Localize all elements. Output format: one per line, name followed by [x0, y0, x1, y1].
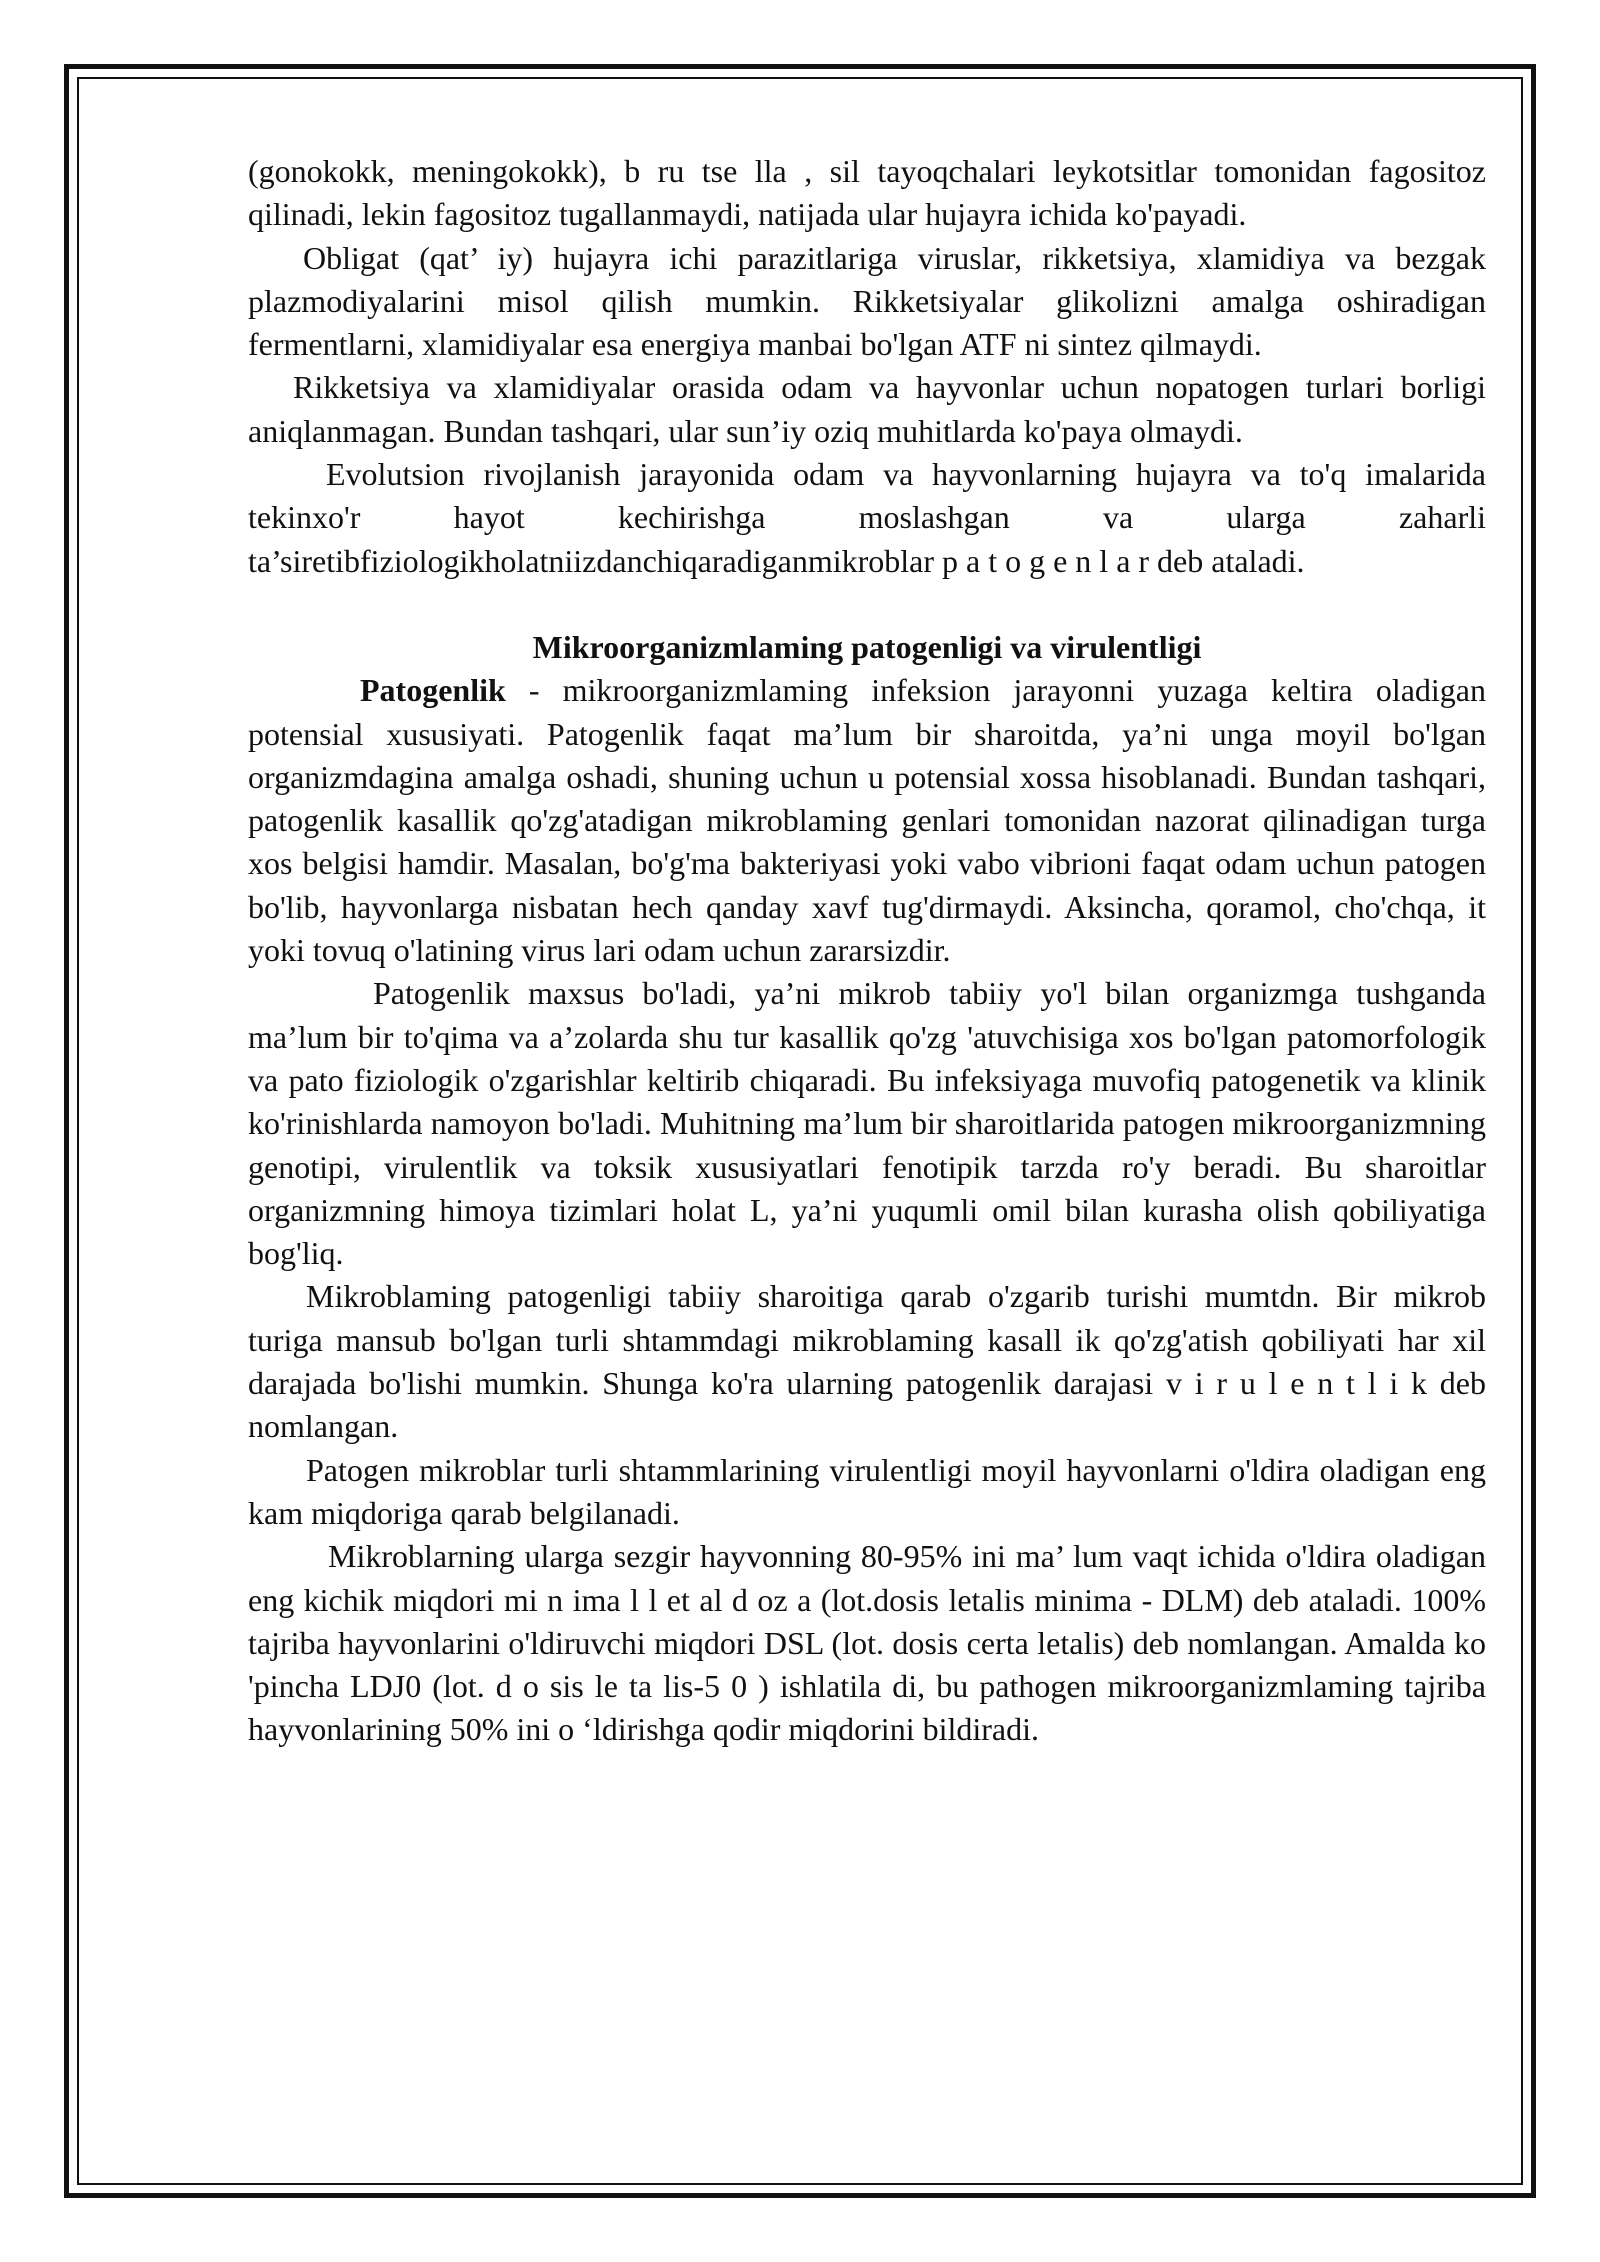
paragraph-3: Rikketsiya va xlamidiyalar orasida odam va hayvonlar uchun nopatogen turlari borligi aniqlanmagan. Bundan tashqari, ular sun’iy oziq muhitlarda ko'paya olmaydi.: [248, 369, 1486, 449]
paragraph-7: Mikroblaming patogenligi tabiiy sharoitiga qarab o'zgarib turishi mumtdn. Bir mikrob turiga mansub bo'lgan turli shtammdagi mikroblaming kasall ik qo'zg'atish qobiliyati har xil darajada bo'lishi mumkin. Shunga ko'ra ularning patogenlik darajasi v i r u l e n t l i k deb nomlangan.: [248, 1278, 1486, 1445]
paragraph-4: Evolutsion rivojlanish jarayonida odam va hayvonlarning hujayra va to'q imalarida tekinxo'r hayot kechirishga moslashgan va ularga zaharli ta’siretibfiziologikholatniizdanchiqaradiganmikroblar p a t o g e n l a r deb ataladi.: [248, 456, 1486, 579]
paragraph-6: Patogenlik maxsus bo'ladi, ya’ni mikrob tabiiy yo'l bilan organizmga tushganda ma’lum bir to'qima va a’zolarda shu tur kasallik qo'zg 'atuvchisiga xos bo'lgan patomorfologik va pato fiziologik o'zgarishlar keltirib chiqaradi. Bu infeksiyaga muvofiq patogenetik va klinik ko'rinishlarda namoyon bo'ladi. Muhitning ma’lum bir sharoitlarida patogen mikroorganizmning genotipi, virulentlik va toksik xususiyatlari fenotipik tarzda ro'y beradi. Bu sharoitlar organizmning himoya tizimlari holat L, ya’ni yuqumli omil bilan kurasha olish qobiliyatiga bog'liq.: [248, 975, 1486, 1272]
paragraph-8: Patogen mikroblar turli shtammlarining virulentligi moyil hayvonlarni o'ldira oladigan eng kam miqdoriga qarab belgilanadi.: [248, 1451, 1486, 1531]
paragraph-2: Obligat (qat’ iy) hujayra ichi parazitlariga viruslar, rikketsiya, xlamidiya va bezgak plazmodiyalarini misol qilish mumkin. Rikketsiyalar glikolizni amalga oshiradigan fermentlarni, xlamidiyalar esa energiya manbai bo'lgan ATF ni sintez qilmaydi.: [248, 239, 1486, 363]
document-body: [248, 150, 1486, 1752]
term-patogenlik: Patogenlik: [360, 672, 506, 709]
paragraph-5: [248, 669, 1486, 972]
paragraph-1: (gonokokk, meningokokk), b ru tse lla , sil tayoqchalari leykotsitlar tomonidan fagositoz qilinadi, lekin fagositoz tugallanmaydi, natijada ular hujayra ichida ko'payadi.: [248, 153, 1486, 233]
section-heading: Mikroorganizmlaming patogenligi va virulentligi: [532, 628, 1202, 665]
paragraph-5-text: - mikroorganizmlaming infeksion jarayonni yuzaga keltira oladigan potensial xususiyati. Patogenlik faqat ma’lum bir sharoitda, ya’ni unga moyil bo'lgan organizmdagina amalga oshadi, shuning uchun u potensial xossa hisoblanadi. Bundan tashqari, patogenlik kasallik qo'zg'atadigan mikroblaming genlari tomonidan nazorat qilinadigan turga xos belgisi hamdir. Masalan, bo'g'ma bakteriyasi yoki vabo vibrioni faqat odam uchun patogen bo'lib, hayvonlarga nisbatan hech qanday xavf tug'dirmaydi. Aksincha, qoramol, cho'chqa, it yoki tovuq o'latining virus lari odam uchun zararsizdir.: [248, 672, 1486, 969]
paragraph-9: Mikroblarning ularga sezgir hayvonning 80-95% ini ma’ lum vaqt ichida o'ldira oladigan eng kichik miqdori mi n ima l l et al d oz a (lot.dosis letalis minima - DLM) deb ataladi. 100% tajriba hayvonlarini o'ldiruvchi miqdori DSL (lot. dosis certa letalis) deb nomlangan. Amalda ko 'pincha LDJ0 (lot. d o sis le ta lis-5 0 ) ishlatila di, bu pathogen mikroorganizmlaming tajriba hayvonlarining 50% ini o ‘ldirishga qodir miqdorini bildiradi.: [248, 1538, 1486, 1748]
